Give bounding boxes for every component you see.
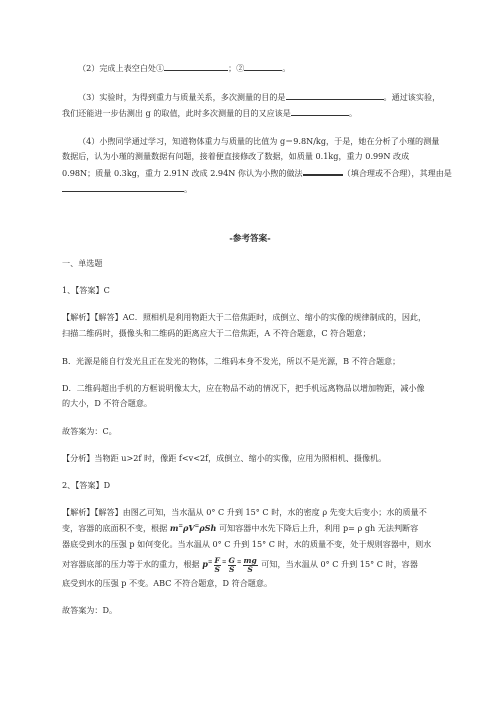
answer-2-line-2 xyxy=(62,523,454,534)
q4-line3-prefix: 0.98N；质量 0.3kg，重力 2.91N 改成 2.94N 你认为小煦的做法 xyxy=(62,168,303,178)
q4-line4-suffix: 。 xyxy=(184,184,193,194)
formula-mass-density: m=ρV=ρSh xyxy=(169,523,217,533)
answer-1-explanation-line-2: 扫描二维码时，摄像头和二维码的距离应大于二倍焦距，A 不符合题意，C 符合题意； xyxy=(62,328,371,338)
question-2 xyxy=(78,62,454,74)
answer-2-conclusion: 故答案为：D。 xyxy=(62,605,118,615)
q3-blank-1[interactable] xyxy=(286,91,384,100)
question-4-line-1: （4）小煦同学通过学习，知道物体重力与质量的比值为 g＝9.8N/kg，于是，她在分析了小瑾的测量 xyxy=(78,136,440,146)
answer-1-conclusion: 故答案为：C。 xyxy=(62,426,117,436)
a2-line2-prefix: 变，容器的底面积不变，根据 xyxy=(62,523,168,533)
q4-blank-2[interactable] xyxy=(62,183,184,192)
q3-line1-suffix: 。通过该实验， xyxy=(383,92,441,102)
a2-line4-prefix: 对容器底部的压力等于水的重力，根据 xyxy=(62,559,200,569)
question-4-line-3 xyxy=(62,166,454,179)
answer-2-line-5: 底受到水的压强 p 不变。ABC 不符合题意，D 符合题意。 xyxy=(62,578,273,588)
formula-m: m xyxy=(169,523,179,533)
formula-rho-sh: ρSh xyxy=(199,523,217,533)
q2-blank-2[interactable] xyxy=(244,62,282,71)
answer-1-option-d-line-1: D．二维码超出手机的方框说明像太大，应在物品不动的情况下，把手机远离物品以增加物距，减小像 xyxy=(62,383,425,393)
q2-prefix: （2）完成上表空白处① xyxy=(78,63,165,73)
answer-1-option-d-line-2: 的大小，D 不符合题意。 xyxy=(62,398,153,408)
fraction-mg-over-s: $\frac{mg}{S}$ xyxy=(243,556,257,574)
formula-pressure: p= $\frac{F}{S}$ = $\frac{G}{S}$ = $\frac{mg}{S}$ xyxy=(202,556,257,574)
fraction-g-over-s: $\frac{G}{S}$ xyxy=(228,556,235,574)
q2-blank-1[interactable] xyxy=(164,62,228,71)
formula-rho-v: ρV xyxy=(183,523,195,533)
question-4-line-2: 数据后，认为小瑾的测量数据有问题，接着便直接修改了数据，如质量 0.1kg，重力 0.99N 改成 xyxy=(62,151,410,161)
question-3-line-2 xyxy=(62,107,454,119)
q3-line2-prefix: 我们还能进一步估测出 g 的取值，此时多次测量的目的又应该是 xyxy=(62,108,291,118)
a2-line4-suffix: 可知，当水温从 0° C 升到 15° C 时，容器 xyxy=(261,559,418,569)
answer-1-analysis: 【分析】当物距 u>2f 时，像距 f<v<2f，成倒立、缩小的实像，应用为照相机、摄像机。 xyxy=(62,453,387,463)
formula-p: p xyxy=(202,559,208,569)
q4-blank-1[interactable] xyxy=(303,166,343,176)
answer-2-header: 2、【答案】D xyxy=(62,480,111,490)
q4-line3-suffix: （填合理或不合理），其理由是 xyxy=(342,168,452,178)
question-4-line-4 xyxy=(62,183,454,195)
fraction-f-over-s: $\frac{F}{S}$ xyxy=(214,556,220,574)
answer-2-line-4 xyxy=(62,557,454,573)
answer-1-header: 1、【答案】C xyxy=(62,285,110,295)
q3-line2-suffix: 。 xyxy=(348,108,357,118)
question-3-line-1 xyxy=(78,91,454,103)
q3-line1-prefix: （3）实验时，为得到重力与质量关系，多次测量的目的是 xyxy=(78,92,286,102)
answer-2-line-1: 【解析】【解答】由图乙可知，当水温从 0° C 升到 15° C 时，水的密度 ρ 先变大后变小；水的质量不 xyxy=(62,507,427,517)
section-heading: 一、单选题 xyxy=(62,258,103,268)
q2-suffix: 。 xyxy=(282,63,291,73)
answer-2-line-3: 器底受到水的压强 p 如何变化。当水温从 0° C 升到 15° C 时，水的质量不变，处于规则容器中，则水 xyxy=(62,539,432,549)
answer-key-title: -参考答案- xyxy=(229,234,271,244)
q3-blank-2[interactable] xyxy=(291,107,349,116)
a2-line2-suffix: 可知容器中水先下降后上升，利用 p= ρ gh 无法判断容 xyxy=(218,523,419,533)
answer-1-explanation-line-1: 【解析】【解答】AC．照相机是利用物距大于二倍焦距时，成倒立、缩小的实像的规律制成的，因此， xyxy=(62,312,427,322)
q2-mid: ；② xyxy=(228,63,245,73)
answer-1-option-b: B．光源是能自行发光且正在发光的物体，二维码本身不发光，所以不是光源，B 不符合题意； xyxy=(62,356,401,366)
